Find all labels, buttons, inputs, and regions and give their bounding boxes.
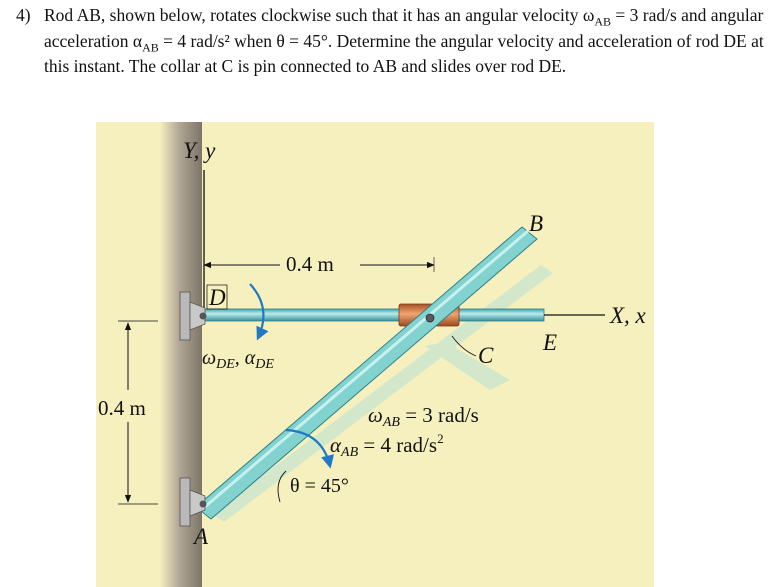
problem-text-1: Rod AB, shown below, rotates clockwise such that it has an angular velocity ω (44, 5, 595, 25)
subscript-ab-2: AB (142, 40, 159, 54)
label-c: C (478, 343, 494, 368)
label-a: A (194, 524, 209, 549)
y-axis-label: Y, y (183, 138, 216, 163)
label-d: D (209, 285, 226, 310)
x-axis-label: X, x (610, 303, 646, 328)
problem-number: 4) (16, 5, 31, 25)
theta-label: θ = 45° (290, 475, 349, 497)
problem-text (44, 6, 766, 76)
problem-text-2: = 3 rad/s and angular acceleration α (44, 5, 764, 51)
problem-statement (16, 6, 766, 76)
alpha-ab-label: αAB = 4 rad/$s^2$ (330, 431, 444, 460)
omega-ab-label: ωAB = 3 rad/s (368, 403, 479, 430)
dimension-vertical-label: 0.4 m (98, 396, 146, 420)
subscript-ab-1: AB (594, 14, 612, 29)
pin-c (426, 314, 434, 322)
rod-de (200, 309, 544, 321)
omega-de-label: $\omega_{DE}$, $\alpha_{DE}$ (202, 347, 274, 372)
label-b: B (529, 211, 544, 236)
label-e: E (543, 330, 558, 355)
problem-text-3: = 4 rad/s² when θ = 45°. Determine the angular velocity and acceleration of rod DE at this instant. The collar at C is pin connected to AB and slides over rod DE. (44, 30, 764, 76)
dimension-horizontal-label: 0.4 m (286, 252, 334, 276)
mechanism-figure (0, 118, 779, 587)
